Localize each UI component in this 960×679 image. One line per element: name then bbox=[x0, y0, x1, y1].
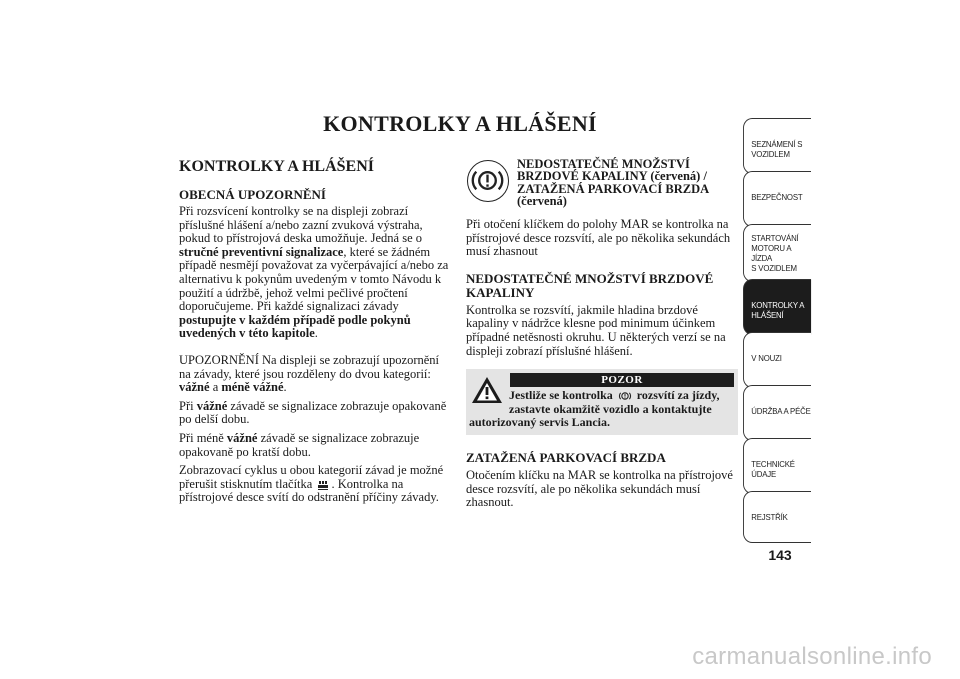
tab-technicke-udaje[interactable]: TECHNICKÉ ÚDAJE bbox=[743, 438, 811, 494]
general-notice-heading: OBECNÁ UPOZORNĚNÍ bbox=[179, 187, 326, 202]
intro-paragraph: Při rozsvícení kontrolky se na displeji zobrazí příslušné hlášení a/nebo zazní zvuková výstraha, pokud to přístrojová deska umožňuje. Jedná se o stručné preventivní signalizace, které se žádném případě nesmějí považovat za vyčerpávající a/nebo za alternativu k pokynům uvedeným v tomto Návodu k použití a údržbě, jehož velmi pečlivé pročtení doporučujeme. Při každé signalizaci závady postupujte v každém případě podle pokynů uvedených v této kapitole. bbox=[179, 204, 449, 341]
minor-fault-paragraph: Při méně vážné závadě se signalizace zobrazuje opakovaně po kratší dobu. bbox=[179, 430, 420, 459]
tab-v-nouzi[interactable]: V NOUZI bbox=[743, 332, 811, 388]
tab-bezpecnost[interactable]: BEZPEČNOST bbox=[743, 171, 811, 227]
tab-startovani[interactable]: STARTOVÁNÍ MOTORU A JÍZDA S VOZIDLEM bbox=[743, 224, 811, 282]
tab-udrzba[interactable]: ÚDRŽBA A PÉČE bbox=[743, 385, 811, 441]
brake-fluid-text: Kontrolka se rozsvítí, jakmile hladina brzdové kapaliny v nádržce klesne pod minimum účinkem případné netěsnosti okruhu. U některých verzí se na displeji zobrazí příslušné hlášení. bbox=[466, 302, 726, 358]
serious-fault-paragraph: Při vážné závadě se signalizace zobrazuje opakovaně po delší dobu. bbox=[179, 398, 447, 427]
categories-paragraph: UPOZORNĚNÍ Na displeji se zobrazují upozornění na závady, které jsou rozděleny do dvou kategorií: vážné a méně vážné. bbox=[179, 352, 440, 395]
brake-warning-text: Při otočení klíčkem do polohy MAR se kontrolka na přístrojové desce rozsvítí, ale po několika sekundách musí zhasnout bbox=[466, 217, 731, 259]
section-heading: KONTROLKY A HLÁŠENÍ bbox=[179, 158, 375, 175]
parking-brake-text: Otočením klíčku na MAR se kontrolka na přístrojové desce rozsvítí, ale po několika sekundách musí zhasnout. bbox=[466, 468, 733, 510]
watermark: carmanualsonline.info bbox=[692, 643, 932, 670]
page-title: KONTROLKY A HLÁŠENÍ bbox=[323, 111, 597, 136]
caution-label: POZOR bbox=[510, 373, 734, 387]
page-number: 143 bbox=[768, 547, 792, 563]
brake-fluid-heading: NEDOSTATEČNÉ MNOŽSTVÍ BRZDOVÉ KAPALINY bbox=[466, 270, 714, 300]
caution-text: Jestliže se kontrolka rozsvítí za jízdy, zastavte okamžitě vozidlo a kontaktujte autorizovaný servis Lancia. bbox=[469, 388, 720, 429]
tab-rejstrik[interactable]: REJSTŘÍK bbox=[743, 491, 811, 543]
right-column bbox=[466, 158, 738, 515]
display-cycle-paragraph: Zobrazovací cyklus u obou kategorií závad je možné přerušit stisknutím tlačítka . Kontrolka na přístrojové desce svítí do odstranění příčiny závady. bbox=[179, 463, 444, 505]
tab-kontrolky[interactable]: KONTROLKY A HLÁŠENÍ bbox=[743, 279, 811, 335]
brake-warning-icon bbox=[467, 160, 509, 202]
brake-warning-block bbox=[466, 158, 738, 218]
brake-warning-icon bbox=[618, 389, 632, 403]
caution-box bbox=[466, 369, 738, 435]
tab-seznameni[interactable]: SEZNÁMENÍ S VOZIDLEM bbox=[743, 118, 811, 174]
brake-warning-heading: NEDOSTATEČNÉ MNOŽSTVÍ BRZDOVÉ KAPALINY (červená) / ZATAŽENÁ PARKOVACÍ BRZDA (červená) bbox=[517, 157, 709, 209]
chapter-sidebar bbox=[743, 118, 817, 542]
left-column bbox=[179, 154, 449, 510]
menu-button-icon bbox=[317, 479, 329, 491]
parking-brake-heading: ZATAŽENÁ PARKOVACÍ BRZDA bbox=[466, 450, 666, 466]
